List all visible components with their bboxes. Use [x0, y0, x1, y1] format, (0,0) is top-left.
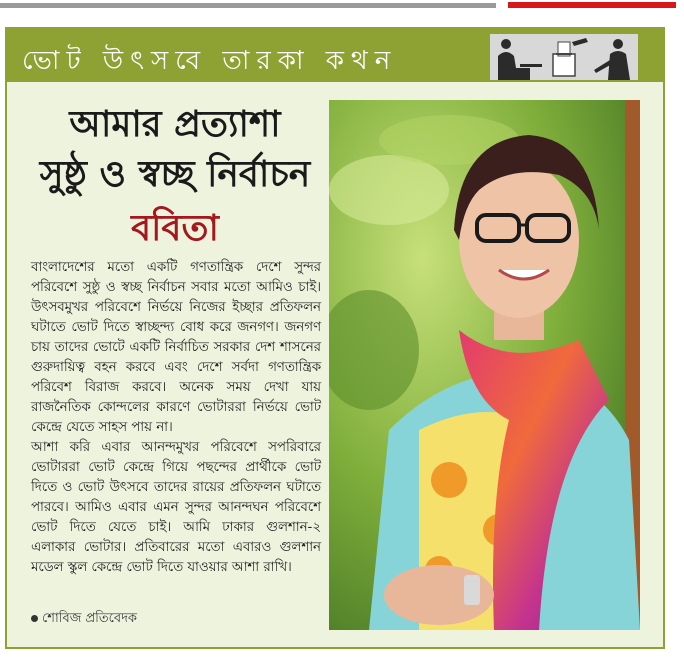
headline-line-1: আমার প্রত্যাশা — [69, 104, 281, 145]
section-title: ভোট উৎসবে তারকা কথন — [22, 46, 398, 76]
top-gray-rule — [0, 3, 496, 8]
portrait-photo — [329, 100, 640, 630]
paragraph: বাংলাদেশের মতো একটি গণতান্ত্রিক দেশে সুন্দর পরিবেশে সুষ্ঠু ও স্বচ্ছ নির্বাচন সবার মতো আমিও চাই। উৎসবমুখর পরিবেশে নির্ভয়ে নিজের ইচ্ছার প্রতিফলন ঘটাতে ভোট দিতে স্বাচ্ছন্দ্য বোধ করে জনগণ। জনগণ চায় তাদের ভোটে একটি নির্বাচিত সরকার দেশ শাসনের গুরুদায়িত্ব বহন করবে এবং দেশে সর্বদা গণতান্ত্রিক পরিবেশ বিরাজ করবে। অনেক সময় দেখা যায় রাজনৈতিক কোন্দলের কারণে ভোটাররা নির্ভয়ে ভোট কেন্দ্রে যেতে সাহস পায় না। — [31, 260, 321, 435]
reporter-credit — [31, 609, 137, 630]
top-red-rule — [508, 2, 676, 8]
reporter-name: শোবিজ প্রতিবেদক — [42, 611, 138, 626]
person-name: ববিতা — [131, 208, 219, 249]
voters-and-ballot-box-icon — [490, 34, 638, 80]
paragraph: আশা করি এবার আনন্দমুখর পরিবেশে সপরিবারে ভোটাররা ভোট কেন্দ্রে গিয়ে পছন্দের প্রার্থীকে ভোট দিতে ও ভোট উৎসবে তাদের রায়ের প্রতিফলন ঘটাতে পারবে। আমিও এবার এমন সুন্দর আনন্দঘন পরিবেশে ভোট দিতে যেতে চাই। আমি ঢাকার গুলশান-২ এলাকার ভোটার। প্রতিবারের মতো এবারও গুলশান মডেল স্কুল কেন্দ্রে ভোট দিতে যাওয়ার আশা রাখি। — [31, 440, 321, 575]
article-body — [31, 258, 321, 578]
bullet-icon — [31, 615, 38, 622]
headline-line-2: সুষ্ঠু ও স্বচ্ছ নির্বাচন — [39, 154, 311, 195]
